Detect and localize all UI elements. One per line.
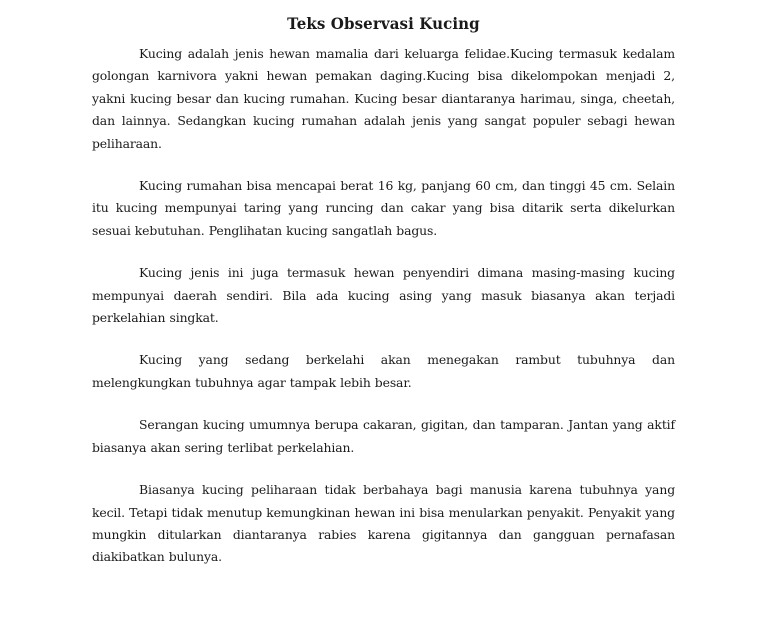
document-page xyxy=(92,0,675,569)
paragraph-fighting-posture: Kucing yang sedang berkelahi akan menegakan rambut tubuhnya dan melengkungkan tubuhnya agar tampak lebih besar. xyxy=(92,352,675,390)
paragraph-physical-traits: Kucing rumahan bisa mencapai berat 16 kg, panjang 60 cm, dan tinggi 45 cm. Selain itu kucing mempunyai taring yang runcing dan cakar yang bisa ditarik serta dikelurkan sesuai kebutuhan. Penglihatan kucing sangatlah bagus. xyxy=(92,178,675,238)
paragraph-definition: Kucing adalah jenis hewan mamalia dari keluarga felidae.Kucing termasuk kedalam golongan karnivora yakni hewan pemakan daging.Kucing bisa dikelompokan menjadi 2, yakni kucing besar dan kucing rumahan. Kucing besar diantaranya harimau, singa, cheetah, dan lainnya. Sedangkan kucing rumahan adalah jenis yang sangat populer sebagi hewan peliharaan. xyxy=(92,46,675,151)
document-body xyxy=(92,43,675,569)
paragraph-territory: Kucing jenis ini juga termasuk hewan penyendiri dimana masing-masing kucing mempunyai daerah sendiri. Bila ada kucing asing yang masuk biasanya akan terjadi perkelahian singkat. xyxy=(92,265,675,326)
document-title: Teks Observasi Kucing xyxy=(287,14,480,33)
paragraph-danger: Biasanya kucing peliharaan tidak berbahaya bagi manusia karena tubuhnya yang kecil. Tetapi tidak menutup kemungkinan hewan ini bisa menularkan penyakit. Penyakit yang mungkin ditularkan diantaranya rabies karena gigitannya dan gangguan pernafasan diakibatkan bulunya. xyxy=(92,482,675,565)
paragraph-attacks: Serangan kucing umumnya berupa cakaran, gigitan, dan tamparan. Jantan yang aktif biasanya akan sering terlibat perkelahian. xyxy=(92,417,675,455)
